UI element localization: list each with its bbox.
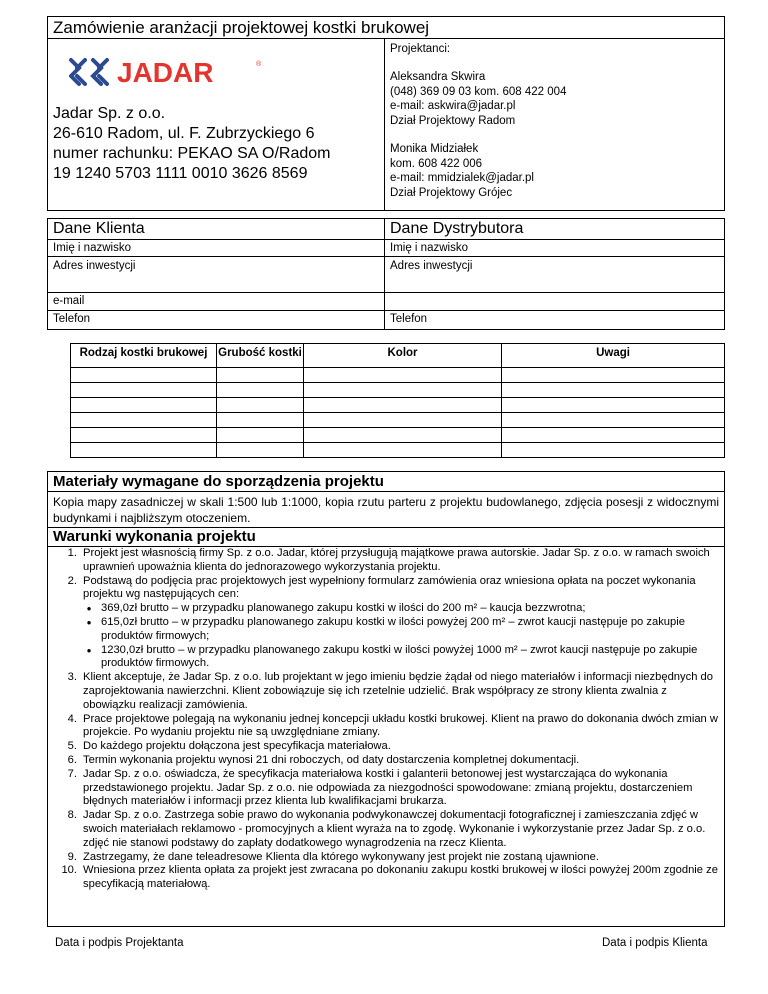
- list-item: 2. Podstawą do podjęcia prac projektowych jest wypełniony formularz zamówienia oraz wniesiona opłata na poczet wykonania projektu wg następujących cen:: [67, 574, 696, 601]
- list-item: 4. Prace projektowe polegają na wykonaniu jednej koncepcji układu kostki brukowej. Klient na prawo do dokonania dwóch zmian w projekcie. Po wydaniu projektu nie są uwzględniane zmiany.: [67, 712, 718, 739]
- designer-phone: kom. 608 422 006: [390, 157, 483, 170]
- designer-email[interactable]: e-mail: mmidzialek@jadar.pl: [390, 172, 534, 184]
- product-table: [70, 343, 725, 458]
- table-row[interactable]: [71, 428, 725, 443]
- list-item: 3. Klient akceptuje, że Jadar Sp. z o.o. lub projektant w jego imieniu będzie żądał od niego materiałów i informacji niezbędnych do zaprojektowania nawierzchni. Klient zobowiązuje się ich rzetelnie udzielić. Brak współpracy ze strony klienta zwalnia z obowiązku realizacji zamówienia.: [67, 671, 713, 711]
- price-bullet: • 369,0zł brutto – w przypadku planowanego zakupu kostki w ilości do 200 m² – kaucja bezzwrotna;: [86, 601, 586, 617]
- distributor-name-field[interactable]: Imię i nazwisko: [390, 242, 468, 254]
- price: 615,0zł brutto: [101, 615, 169, 628]
- column-header: Kolor: [304, 344, 502, 368]
- table-row[interactable]: [71, 443, 725, 458]
- client-address-field[interactable]: Adres inwestycji: [53, 260, 136, 272]
- client-heading: Dane Klienta: [53, 220, 145, 237]
- designer-name: Aleksandra Skwira: [390, 71, 486, 83]
- conditions-heading: Warunki wykonania projektu: [53, 528, 256, 545]
- distributor-heading: Dane Dystrybutora: [390, 220, 524, 237]
- distributor-address-field[interactable]: Adres inwestycji: [390, 260, 473, 272]
- price-bullet: • 1230,0zł brutto – w przypadku planowanego zakupu kostki w ilości powyżej 1000 m² – zwrot kaucji następuje po zakupie produktów firmowych.: [86, 642, 698, 670]
- company-info: [53, 104, 378, 184]
- list-item: 8. Jadar Sp. z o.o. Zastrzega sobie prawo do wykonania podwykonawczej dokumentacji fotograficznej i zamieszczania zdjęć w swoich materiałach reklamowo - promocyjnych a klient wyraża na to zgodę. Wykonanie i wykorzystanie przez Jadar Sp. z o.o. zdjęć nie stanowi podstawy do zapłaty dodatkowego wynagrodzenia na rzecz Klienta.: [67, 809, 706, 849]
- designer-2: [390, 142, 534, 200]
- materials-heading: Materiały wymagane do sporządzenia projektu: [53, 473, 384, 490]
- table-row[interactable]: [71, 368, 725, 383]
- client-phone-field[interactable]: Telefon: [53, 313, 91, 325]
- header-divider: [384, 38, 385, 211]
- title-box: [47, 16, 725, 39]
- designer-signature-label: Data i podpis Projektanta: [55, 937, 184, 949]
- list-item: 5. Do każdego projektu dołączona jest specyfikacja materiałowa.: [67, 740, 391, 753]
- client-name-field[interactable]: Imię i nazwisko: [53, 242, 131, 254]
- logo-mark-icon: [67, 52, 267, 92]
- designer-name: Monika Midziałek: [390, 143, 479, 155]
- designer-email[interactable]: e-mail: askwira@jadar.pl: [390, 100, 516, 112]
- designer-phone: (048) 369 09 03 kom. 608 422 004: [390, 85, 567, 98]
- list-item: 1. Projekt jest własnością firmy Sp. z o.o. Jadar, której przysługują majątkowe prawa autorskie. Jadar Sp. z o.o. w ramach swoich uprawnień upoważnia klienta do jednorazowego wykorzystania projektu.: [67, 547, 710, 573]
- client-email-field[interactable]: e-mail: [53, 295, 85, 307]
- table-row[interactable]: [71, 398, 725, 413]
- designer-dept: Dział Projektowy Grójec: [390, 186, 513, 199]
- list-item: 10. Wniesiona przez klienta opłata za projekt jest zwracana po dokonaniu zakupu kostki brukowej w ilości powyżej 200m zgodnie ze specyfikacją materiałową.: [61, 864, 718, 891]
- designer-dept: Dział Projektowy Radom: [390, 114, 516, 127]
- list-item: 7. Jadar Sp. z o.o. oświadcza, że specyfikacja materiałowa kostki i galanterii betonowej jest wystarczająca do wykonania przedstawionego projektu. Jadar Sp. z o.o. nie odpowiada za niezgodności spowodowane: zmianą projektu, dostarczeniem błędnych materiałów i informacji przez klienta lub kwalifikacjami brukarza.: [67, 767, 693, 808]
- price: 369,0zł brutto: [101, 602, 169, 615]
- client-divider: [384, 218, 385, 330]
- client-signature-label: Data i podpis Klienta: [602, 937, 708, 949]
- company-address: 26-610 Radom, ul. F. Zubrzyckiego 6: [53, 125, 315, 142]
- table-row[interactable]: [71, 383, 725, 398]
- price: 1230,0zł brutto: [101, 643, 176, 656]
- company-account-number: 19 1240 5703 1111 0010 3626 8569: [53, 165, 308, 182]
- svg-text:®: ®: [256, 61, 262, 68]
- designer-1: [390, 70, 566, 128]
- client-box: [47, 218, 725, 330]
- table-row[interactable]: [71, 413, 725, 428]
- designers-label: Projektanci:: [390, 43, 451, 55]
- column-header: Rodzaj kostki brukowej: [71, 344, 217, 368]
- materials-text: Kopia mapy zasadniczej w skali 1:500 lub 1:1000, kopia rzutu parteru z projektu budowlanego, zdjęcia posesji z widocznymi budynkami i najbliższym otoczeniem.: [53, 495, 719, 525]
- list-item: 9. Zastrzegamy, że dane teleadresowe Klienta dla którego wykonywany jest projekt nie zostaną ujawnione.: [67, 850, 599, 863]
- column-header: Uwagi: [502, 344, 725, 368]
- list-item: 6. Termin wykonania projektu wynosi 21 dni roboczych, od daty dostarczenia kompletnej dokumentacji.: [67, 753, 580, 766]
- column-header: Grubość kostki: [217, 344, 304, 368]
- conditions-list: [49, 547, 721, 892]
- company-account-label: numer rachunku: PEKAO SA O/Radom: [53, 145, 331, 162]
- distributor-phone-field[interactable]: Telefon: [390, 313, 428, 325]
- page-title: Zamówienie aranżacji projektowej kostki brukowej: [53, 18, 430, 37]
- company-logo: [67, 52, 267, 92]
- company-name: Jadar Sp. z o.o.: [53, 105, 166, 122]
- svg-text:JADAR: JADAR: [117, 57, 214, 88]
- price-bullet: • 615,0zł brutto – w przypadku planowanego zakupu kostki w ilości powyżej 200 m² – zwrot kaucji następuje po zakupie produktów firmowych;: [86, 614, 685, 642]
